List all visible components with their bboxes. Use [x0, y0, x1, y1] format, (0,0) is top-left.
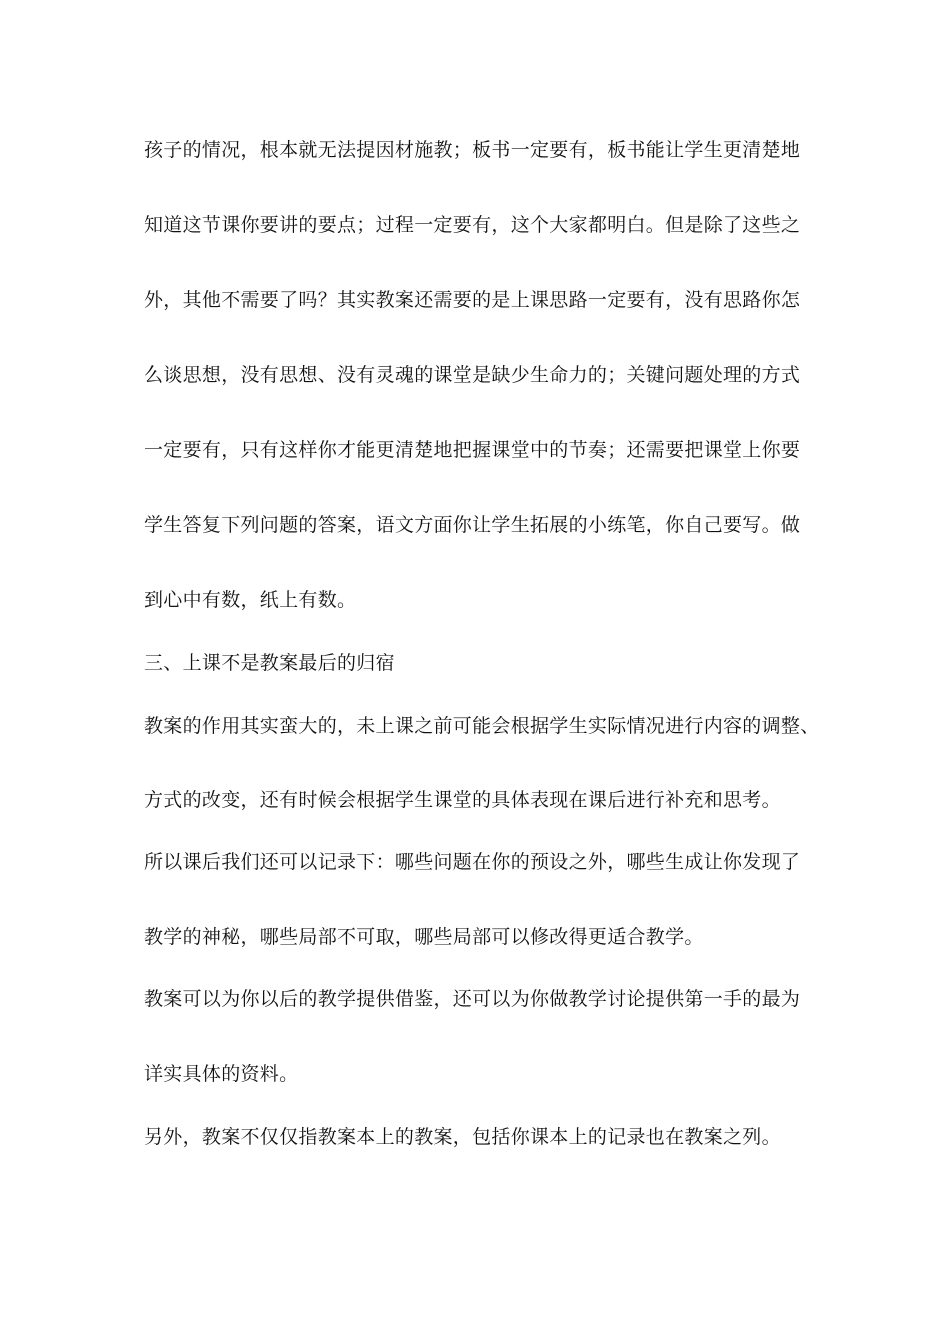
section-heading: 三、上课不是教案最后的归宿 [144, 652, 395, 674]
paragraph-line-5: 一定要有，只有这样你才能更清楚地把握课堂中的节奏；还需要把课堂上你要 [144, 439, 801, 461]
paragraph-line-1: 孩子的情况，根本就无法提因材施教；板书一定要有，板书能让学生更清楚地 [144, 139, 801, 161]
paragraph-line-11: 教学的神秘，哪些局部不可取，哪些局部可以修改得更适合教学。 [144, 926, 704, 948]
paragraph-line-10: 所以课后我们还可以记录下：哪些问题在你的预设之外，哪些生成让你发现了 [144, 851, 801, 873]
paragraph-line-6: 学生答复下列问题的答案，语文方面你让学生拓展的小练笔，你自己要写。做 [144, 514, 801, 536]
paragraph-line-2: 知道这节课你要讲的要点；过程一定要有，这个大家都明白。但是除了这些之 [144, 214, 801, 236]
paragraph-line-14: 另外，教案不仅仅指教案本上的教案，包括你课本上的记录也在教案之列。 [144, 1126, 781, 1148]
paragraph-line-12: 教案可以为你以后的教学提供借鉴，还可以为你做教学讨论提供第一手的最为 [144, 988, 801, 1010]
paragraph-line-4: 么谈思想，没有思想、没有灵魂的课堂是缺少生命力的；关键问题处理的方式 [144, 364, 801, 386]
paragraph-line-8: 教案的作用其实蛮大的，未上课之前可能会根据学生实际情况进行内容的调整、 [144, 715, 820, 737]
paragraph-line-9: 方式的改变，还有时候会根据学生课堂的具体表现在课后进行补充和思考。 [144, 789, 781, 811]
paragraph-line-7: 到心中有数，纸上有数。 [144, 589, 357, 611]
paragraph-line-13: 详实具体的资料。 [144, 1063, 299, 1085]
paragraph-line-3: 外，其他不需要了吗？其实教案还需要的是上课思路一定要有，没有思路你怎 [144, 289, 801, 311]
